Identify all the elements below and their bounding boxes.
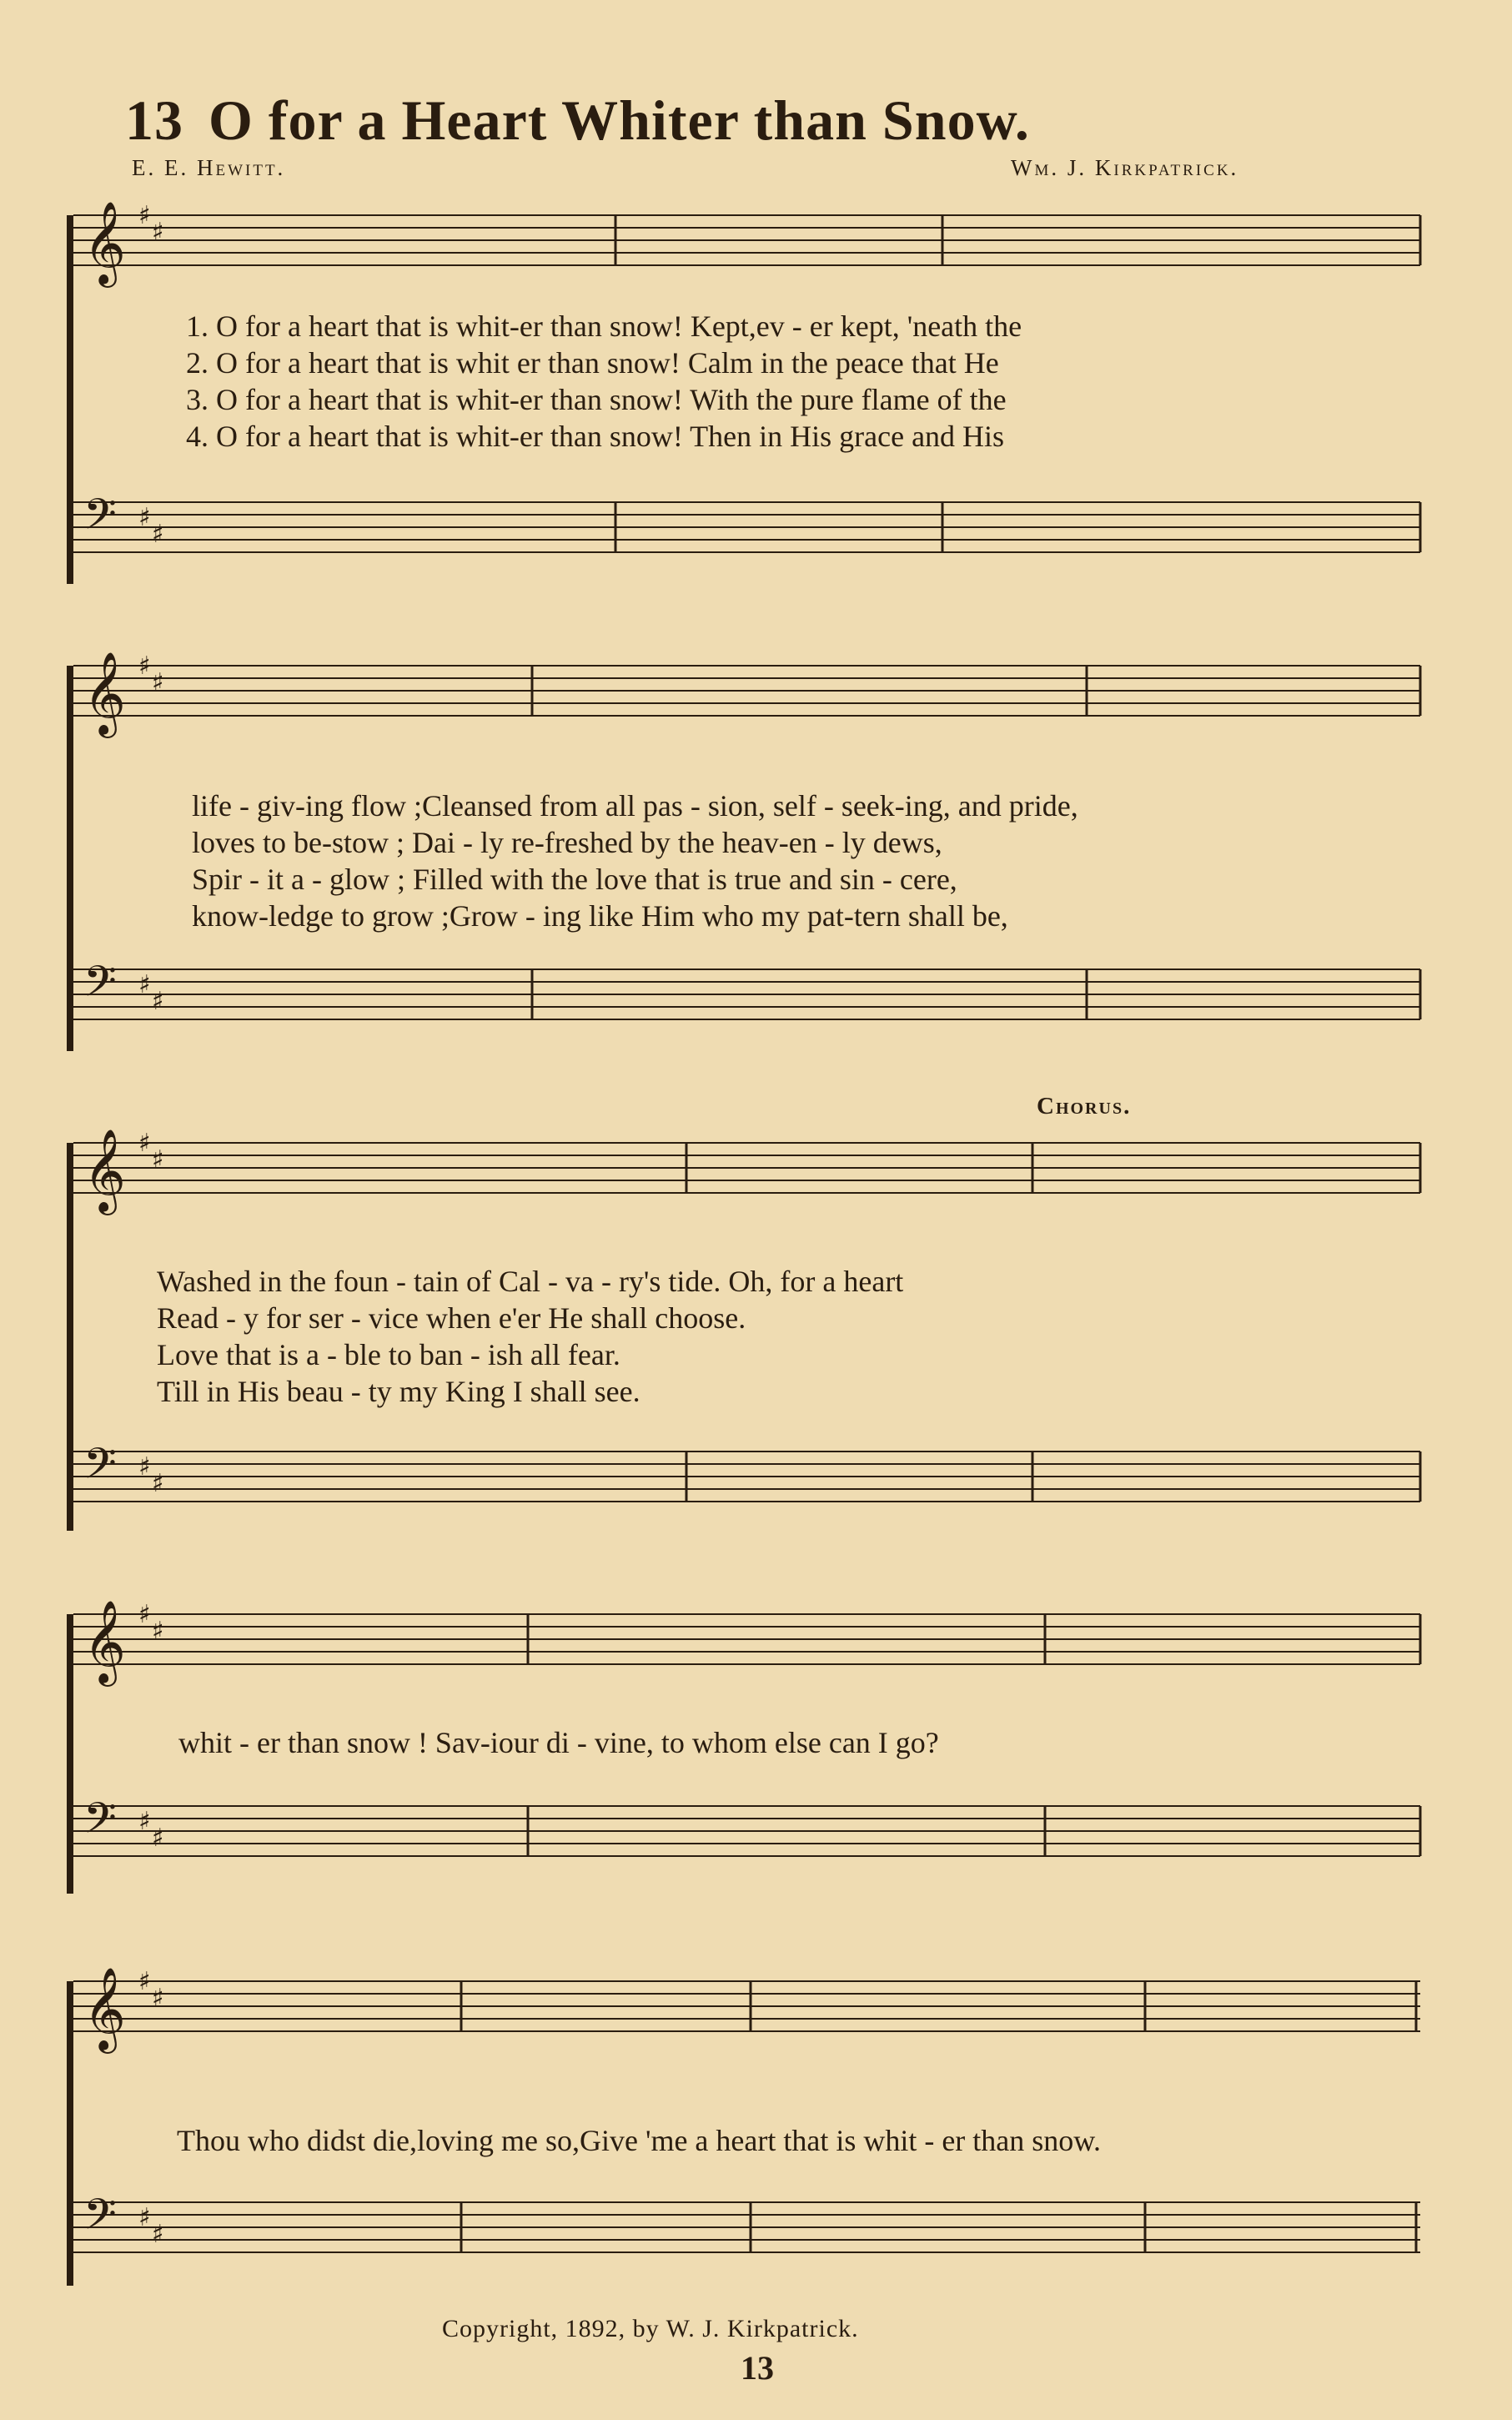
- copyright-notice: Copyright, 1892, by W. J. Kirkpatrick.: [442, 2315, 859, 2342]
- sharp-icon: ♯: [152, 520, 164, 549]
- chorus-label: Chorus.: [1037, 1093, 1132, 1119]
- sharp-icon: ♯: [138, 2203, 151, 2232]
- sharp-icon: ♯: [152, 668, 164, 697]
- sharp-icon: ♯: [152, 1617, 164, 1646]
- treble-clef-icon: 𝄞: [83, 1967, 126, 2050]
- sharp-icon: ♯: [138, 201, 151, 230]
- system-bracket: [67, 666, 73, 1051]
- composer-credit: Wm. J. Kirkpatrick.: [1011, 155, 1239, 180]
- lyric-verse-4: know-ledge to grow ;Grow - ing like Him who my pat-tern shall be,: [192, 899, 1008, 933]
- system-bracket: [67, 215, 73, 584]
- hymn-heading: [125, 88, 1030, 153]
- sharp-icon: ♯: [138, 1600, 151, 1629]
- lyric-verse-3: Love that is a - ble to ban - ish all fear.: [157, 1338, 620, 1371]
- lyric-verse-4: 4. O for a heart that is whit-er than snow! Then in His grace and His: [186, 420, 1005, 453]
- system-bracket: [67, 1981, 73, 2286]
- sharp-icon: ♯: [152, 1824, 164, 1853]
- music-system-2: [65, 642, 1433, 1076]
- lyric-verse-1: Washed in the foun - tain of Cal - va - ry's tide. Oh, for a heart: [157, 1265, 904, 1298]
- sharp-icon: ♯: [152, 987, 164, 1016]
- sharp-icon: ♯: [152, 218, 164, 247]
- bass-clef-icon: 𝄢: [83, 956, 117, 1017]
- system-bracket: [67, 1143, 73, 1531]
- lyric-verse-2: 2. O for a heart that is whit er than snow! Calm in the peace that He: [186, 346, 999, 380]
- treble-clef-icon: 𝄞: [83, 1600, 126, 1683]
- sharp-icon: ♯: [138, 1807, 151, 1836]
- sharp-icon: ♯: [152, 2220, 164, 2249]
- lyricist-credit: E. E. Hewitt.: [132, 155, 286, 180]
- sharp-icon: ♯: [138, 1967, 151, 1996]
- treble-clef-icon: 𝄞: [83, 201, 126, 284]
- bass-clef-icon: 𝄢: [83, 1793, 117, 1854]
- treble-clef-icon: 𝄞: [83, 652, 126, 735]
- bass-clef-icon: 𝄢: [83, 1438, 117, 1499]
- music-system-3: [65, 1093, 1433, 1560]
- hymn-title: O for a Heart Whiter than Snow.: [208, 88, 1030, 152]
- sharp-icon: ♯: [152, 1145, 164, 1175]
- page-number: 13: [741, 2349, 774, 2387]
- sharp-icon: ♯: [152, 1984, 164, 2013]
- music-system-1: [65, 192, 1433, 634]
- lyric-verse-4: Till in His beau - ty my King I shall see.: [157, 1375, 640, 1408]
- music-system-4: [65, 1585, 1433, 1919]
- lyric-chorus: whit - er than snow ! Sav-iour di - vine, to whom else can I go?: [178, 1726, 939, 1759]
- music-system-5: [65, 1952, 1433, 2302]
- treble-clef-icon: 𝄞: [83, 1129, 126, 1212]
- lyric-verse-3: 3. O for a heart that is whit-er than snow! With the pure flame of the: [186, 383, 1007, 416]
- sharp-icon: ♯: [138, 652, 151, 681]
- bass-clef-icon: 𝄢: [83, 2189, 117, 2250]
- system-bracket: [67, 1614, 73, 1894]
- lyric-verse-3: Spir - it a - glow ; Filled with the love that is true and sin - cere,: [192, 863, 957, 896]
- sharp-icon: ♯: [152, 1469, 164, 1498]
- lyric-verse-2: Read - y for ser - vice when e'er He shall choose.: [157, 1301, 746, 1335]
- sharp-icon: ♯: [138, 970, 151, 999]
- bass-clef-icon: 𝄢: [83, 489, 117, 550]
- sharp-icon: ♯: [138, 1129, 151, 1158]
- sharp-icon: ♯: [138, 503, 151, 532]
- sharp-icon: ♯: [138, 1452, 151, 1482]
- lyric-verse-1: 1. O for a heart that is whit-er than snow! Kept,ev - er kept, 'neath the: [186, 309, 1022, 343]
- lyric-verse-1: life - giv-ing flow ;Cleansed from all pas - sion, self - seek-ing, and pride,: [192, 789, 1078, 823]
- hymn-number: 13: [125, 88, 183, 152]
- lyric-verse-2: loves to be-stow ; Dai - ly re-freshed by the heav-en - ly dews,: [192, 826, 942, 859]
- lyric-chorus: Thou who didst die,loving me so,Give 'me a heart that is whit - er than snow.: [177, 2124, 1101, 2157]
